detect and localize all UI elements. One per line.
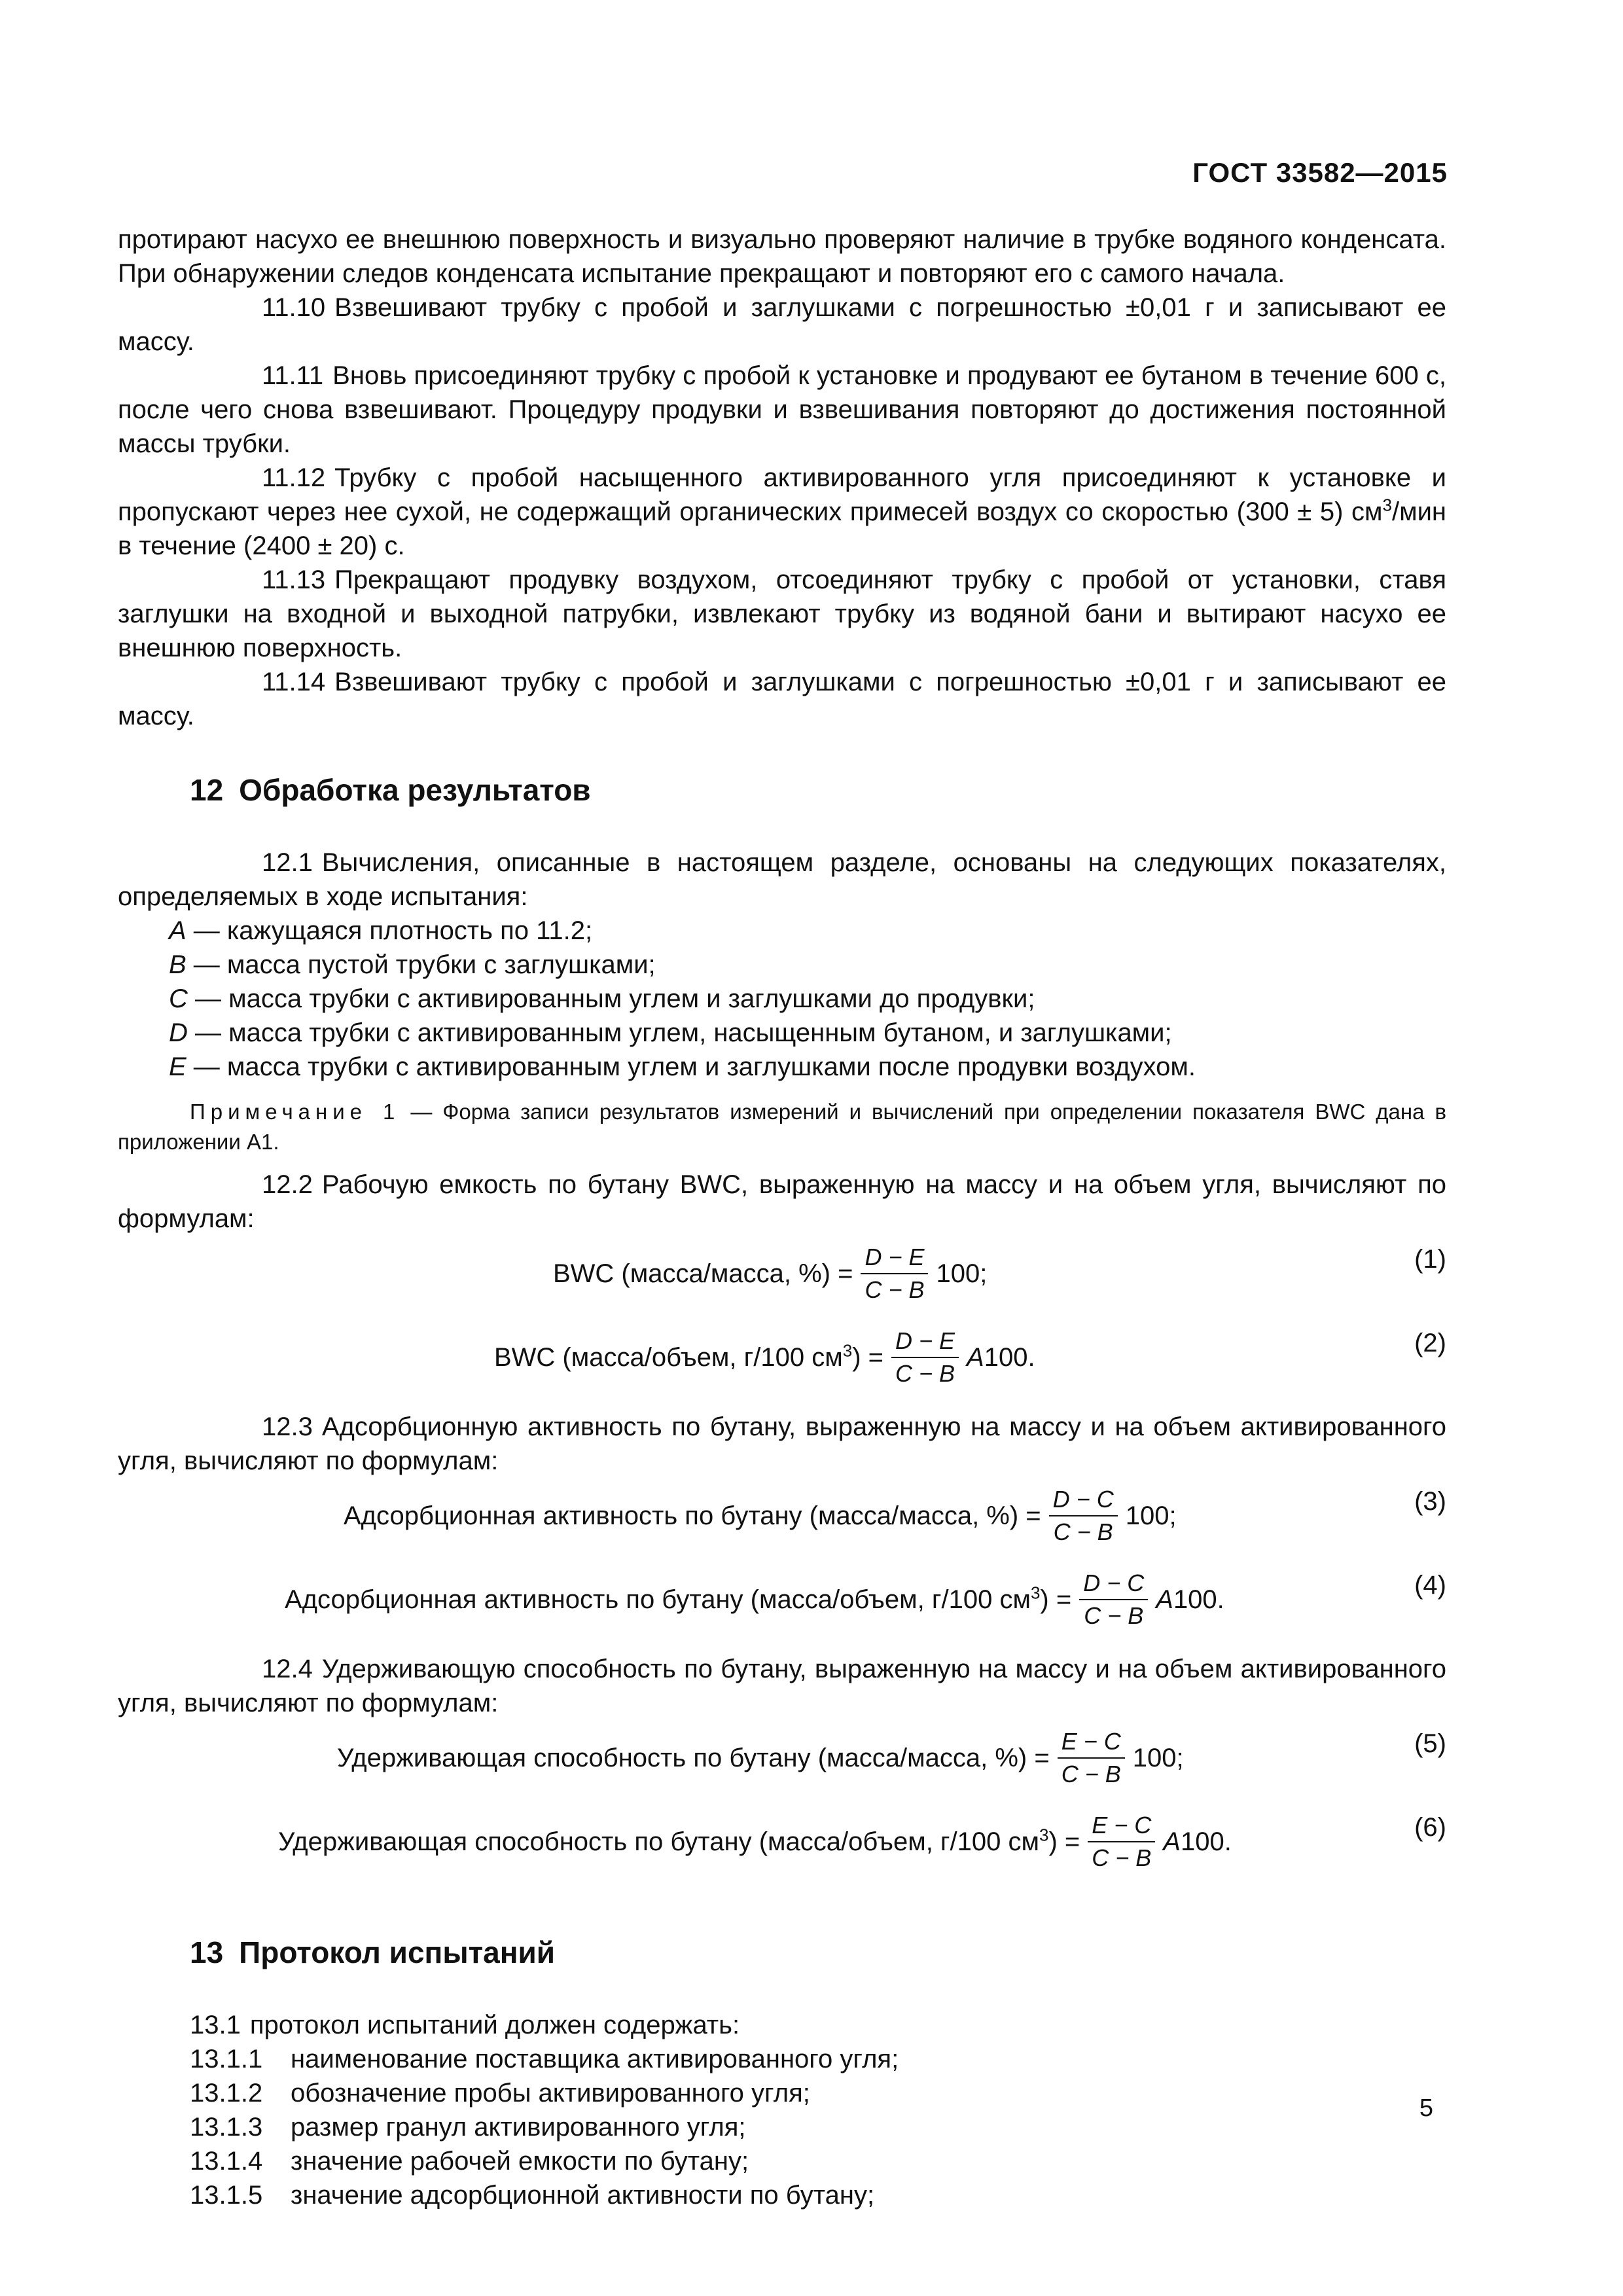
formula-number: (1) xyxy=(1414,1245,1446,1274)
definition-c xyxy=(169,982,1446,1016)
symbol: A xyxy=(169,916,187,945)
denominator: C − B xyxy=(1092,1844,1152,1871)
formula-tail: 100; xyxy=(936,1259,988,1288)
formula-lhs: BWC (масса/масса, %) = xyxy=(553,1259,853,1288)
superscript: 3 xyxy=(1039,1825,1049,1845)
formula-2 xyxy=(118,1319,1446,1403)
clause-number: 11.14 xyxy=(262,668,326,696)
intro-paragraph: протирают насухо ее внешнюю поверхность и визуально проверяют наличие в трубке водяного конденсата. При обнаружении следов конденсата испытание прекращают и повторяют его с самого начала. xyxy=(118,225,1446,288)
clause-number: 11.12 xyxy=(262,463,326,492)
section-title: Протокол испытаний xyxy=(239,1935,556,1969)
item-number: 13.1.2 xyxy=(190,2079,263,2108)
clause-12-4 xyxy=(118,1652,1446,1720)
clause-text: Прекращают продувку воздухом, отсоединяют трубку с пробой от установки, ставя заглушки на входной и выходной патрубки, извлекают трубку из водяной бани и вытирают насухо ее внешнюю поверхность. xyxy=(118,565,1446,662)
item-text: размер гранул активированного угля; xyxy=(291,2113,746,2142)
formula-number: (4) xyxy=(1414,1571,1446,1600)
formula-lhs: Удерживающая способность по бутану (масса/масса, %) = xyxy=(337,1743,1050,1772)
clause-number: 12.3 xyxy=(262,1412,313,1441)
item-number: 13.1.5 xyxy=(190,2181,263,2210)
definition-text: — масса трубки с активированным углем и заглушками после продувки воздухом. xyxy=(186,1052,1196,1081)
clause-text: Вычисления, описанные в настоящем разделе, основаны на следующих показателях, определяемых в ходе испытания: xyxy=(118,848,1446,911)
formula-expression xyxy=(278,1804,1232,1880)
definition-b xyxy=(169,948,1446,982)
clause-number: 12.1 xyxy=(262,848,313,877)
definition-a xyxy=(169,914,1446,948)
numerator: D − E xyxy=(861,1243,928,1274)
numerator: D − E xyxy=(891,1327,959,1358)
fraction xyxy=(1079,1569,1148,1630)
item-text: значение рабочей емкости по бутану; xyxy=(291,2147,749,2176)
clause-number: 11.13 xyxy=(262,565,326,594)
section-number: 12 xyxy=(190,773,224,807)
formula-lhs-text: ) = xyxy=(852,1342,883,1372)
formula-tail: 100; xyxy=(1125,1501,1177,1530)
item-text: наименование поставщика активированного угля; xyxy=(291,2045,899,2073)
formula-tail: 100; xyxy=(1132,1743,1184,1772)
definition-text: — масса трубки с активированным углем и заглушками до продувки; xyxy=(187,984,1035,1013)
section-13-list xyxy=(190,2008,1446,2212)
formula-1 xyxy=(118,1236,1446,1319)
list-item xyxy=(190,2076,1446,2110)
list-item xyxy=(190,2110,1446,2144)
superscript: 3 xyxy=(1382,495,1392,515)
definition-e xyxy=(169,1050,1446,1084)
clause-12-2 xyxy=(118,1168,1446,1236)
superscript: 3 xyxy=(842,1340,853,1361)
superscript: 3 xyxy=(1030,1583,1041,1603)
item-text: протокол испытаний должен содержать: xyxy=(249,2011,740,2039)
fraction xyxy=(1088,1811,1155,1873)
clause-text: Рабочую емкость по бутану BWC, выраженную на массу и на объем угля, вычисляют по формулам: xyxy=(118,1170,1446,1233)
formula-lhs-text: Удерживающая способность по бутану (масса/объем, г/100 см xyxy=(278,1827,1039,1856)
symbol: B xyxy=(169,950,187,979)
item-text: обозначение пробы активированного угля; xyxy=(291,2079,810,2108)
definition-d xyxy=(169,1016,1446,1050)
formula-number: (6) xyxy=(1414,1813,1446,1842)
section-12-heading xyxy=(190,771,1446,809)
formula-tail: 100. xyxy=(1173,1585,1224,1614)
clause-text: Адсорбционную активность по бутану, выраженную на массу и на объем активированного угля, вычисляют по формулам: xyxy=(118,1412,1446,1475)
list-item xyxy=(190,2178,1446,2212)
section-13-heading xyxy=(190,1933,1446,1971)
clause-text: Удерживающую способность по бутану, выраженную на массу и на объем активированного угля, вычисляют по формулам: xyxy=(118,1655,1446,1717)
formula-tail: 100. xyxy=(1180,1827,1232,1856)
fraction xyxy=(1058,1727,1125,1789)
formula-lhs-text: Адсорбционная активность по бутану (масса/объем, г/100 см xyxy=(285,1585,1031,1614)
denominator: C − B xyxy=(1053,1518,1113,1545)
item-number: 13.1.4 xyxy=(190,2147,263,2176)
formula-expression xyxy=(285,1562,1224,1638)
denominator: C − B xyxy=(865,1276,925,1303)
item-number: 13.1.3 xyxy=(190,2113,263,2142)
formula-lhs-text: ) = xyxy=(1040,1585,1072,1614)
clause-11-13 xyxy=(118,563,1446,665)
formula-4 xyxy=(118,1562,1446,1645)
formula-symbol: A xyxy=(1163,1827,1181,1856)
formula-5 xyxy=(118,1720,1446,1804)
clause-11-11 xyxy=(118,359,1446,461)
clause-number: 12.2 xyxy=(262,1170,313,1199)
clause-number: 11.11 xyxy=(262,361,324,390)
formula-number: (2) xyxy=(1414,1329,1446,1357)
clause-12-3 xyxy=(118,1410,1446,1478)
section-title: Обработка результатов xyxy=(239,773,591,807)
clause-number: 12.4 xyxy=(262,1655,313,1683)
formula-lhs-text: BWC (масса/объем, г/100 см xyxy=(494,1342,843,1372)
list-item xyxy=(190,2144,1446,2178)
definition-text: — масса трубки с активированным углем, насыщенным бутаном, и заглушками; xyxy=(187,1018,1172,1047)
formula-expression xyxy=(553,1236,987,1312)
note-1 xyxy=(118,1097,1446,1157)
item-number: 13.1 xyxy=(190,2011,241,2039)
clause-text: Взвешивают трубку с пробой и заглушками с погрешностью ±0,01 г и записывают ее массу. xyxy=(118,668,1446,730)
formula-3 xyxy=(118,1478,1446,1562)
definition-text: — масса пустой трубки с заглушками; xyxy=(186,950,656,979)
fraction xyxy=(1049,1485,1118,1547)
clause-text: Взвешивают трубку с пробой и заглушками с погрешностью ±0,01 г и записывают ее массу. xyxy=(118,293,1446,356)
formula-expression xyxy=(494,1319,1035,1395)
formula-expression xyxy=(344,1478,1177,1554)
formula-tail: 100. xyxy=(984,1342,1035,1372)
formula-symbol: A xyxy=(1156,1585,1173,1614)
denominator: C − B xyxy=(895,1360,955,1387)
item-text: значение адсорбционной активности по бутану; xyxy=(291,2181,875,2210)
formula-expression xyxy=(337,1720,1184,1796)
clause-text: /мин в течение (2400 ± 20) с. xyxy=(118,497,1446,560)
clause-12-1 xyxy=(118,846,1446,914)
denominator: C − B xyxy=(1061,1761,1121,1787)
formula-lhs xyxy=(285,1585,1071,1615)
list-item xyxy=(190,2008,1446,2042)
symbol: E xyxy=(169,1052,187,1081)
formula-lhs xyxy=(494,1340,883,1372)
clause-number: 11.10 xyxy=(262,293,326,322)
formula-number: (3) xyxy=(1414,1487,1446,1516)
page-body xyxy=(118,223,1446,2212)
clause-text: Вновь присоединяют трубку с пробой к установке и продувают ее бутаном в течение 600 с, после чего снова взвешивают. Процедуру продувки и взвешивания повторяют до достижения постоянной массы трубки. xyxy=(118,361,1446,458)
definition-text: — кажущаяся плотность по 11.2; xyxy=(186,916,593,945)
numerator: E − C xyxy=(1058,1727,1125,1759)
clause-11-12 xyxy=(118,461,1446,563)
numerator: E − C xyxy=(1088,1811,1155,1842)
clause-text: Трубку с пробой насыщенного активированного угля присоединяют к установке и пропускают через нее сухой, не содержащий органических примесей воздух со скоростью (300 ± 5) см xyxy=(118,463,1446,526)
list-item xyxy=(190,2042,1446,2076)
formula-lhs: Адсорбционная активность по бутану (масса/масса, %) = xyxy=(344,1501,1041,1530)
denominator: C − B xyxy=(1084,1602,1144,1629)
note-label: Примечание 1 xyxy=(190,1100,401,1124)
note-text: — Форма записи результатов измерений и вычислений при определении показателя BWC дана в приложении А1. xyxy=(118,1100,1446,1154)
symbol: D xyxy=(169,1018,188,1047)
clause-11-10 xyxy=(118,291,1446,359)
formula-lhs xyxy=(278,1827,1080,1857)
numerator: D − C xyxy=(1079,1569,1148,1600)
symbol: C xyxy=(169,984,188,1013)
clause-11-14 xyxy=(118,665,1446,733)
document-code: ГОСТ 33582—2015 xyxy=(1192,157,1448,188)
formula-symbol: A xyxy=(967,1342,984,1372)
formula-number: (5) xyxy=(1414,1729,1446,1758)
page-number: 5 xyxy=(1419,2094,1433,2122)
formula-6 xyxy=(118,1804,1446,1888)
fraction xyxy=(861,1243,928,1304)
fraction xyxy=(891,1327,959,1388)
numerator: D − C xyxy=(1049,1485,1118,1516)
item-number: 13.1.1 xyxy=(190,2045,263,2073)
section-number: 13 xyxy=(190,1935,224,1969)
formula-lhs-text: ) = xyxy=(1048,1827,1080,1856)
